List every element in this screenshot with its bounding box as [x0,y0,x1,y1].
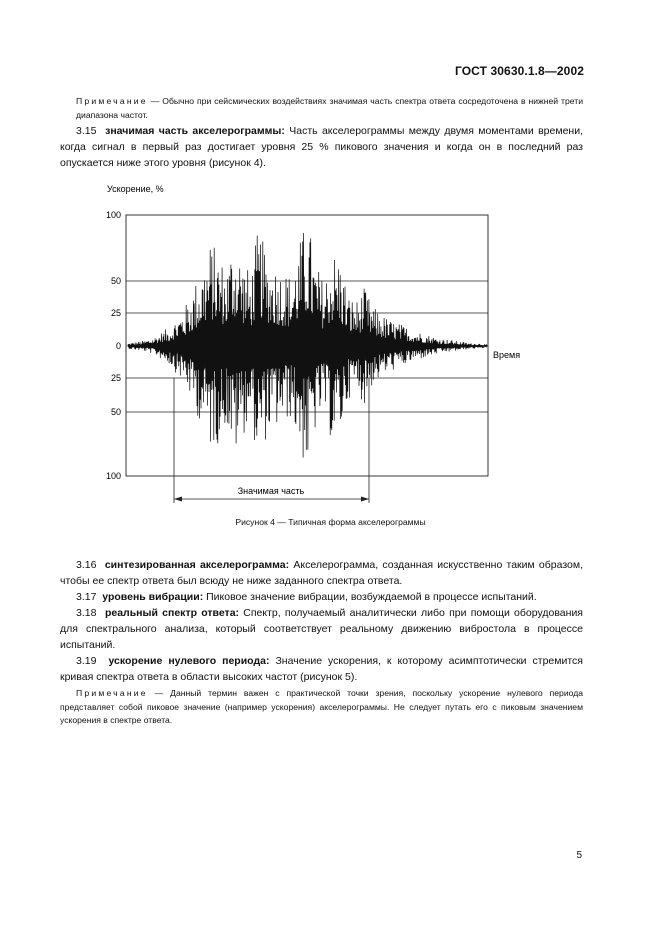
definition-text: Акселерограмма, созданная искусственно таким образом, чтобы ее спектр ответа был всюду не ниже заданного спектра ответа. [60,559,583,587]
x-axis-label: Время [493,350,521,360]
definition-term: синтезированная акселерограмма: [104,559,290,571]
y-tick-label: 25 [110,308,121,318]
definition-3-19 [60,653,583,685]
accelerogram-trace [128,233,487,457]
y-tick-label: 50 [110,407,121,417]
definition-3-18 [60,605,583,653]
arrowhead-right-icon [361,497,369,502]
definition-number: 3.18 [76,607,97,619]
definition-number: 3.17 [76,591,97,603]
definition-text: Пиковое значение вибрации, возбуждаемой в процессе испытаний. [206,591,537,603]
y-axis-label: Ускорение, % [107,184,164,194]
y-tick-label: 100 [105,210,121,220]
y-tick-labels [106,210,121,481]
figure-caption: Рисунок 4 — Типичная форма акселерограммы [235,517,426,527]
definition-3-17 [60,589,583,605]
note-dash: — [147,96,163,106]
note-text: Обычно при сейсмических воздействиях значимая часть спектра ответа сосредоточена в нижней трети диапазона частот. [76,96,583,120]
definition-number: 3.19 [76,655,97,667]
note-dash: — [147,688,171,698]
y-tick-label: 100 [105,471,121,481]
document-header: ГОСТ 30630.1.8—2002 [455,64,584,78]
y-tick-label: 0 [115,341,121,351]
definition-text: Часть акселерограммы между двумя моментами времени, когда сигнал в первый раз достигает уровня 25 % пикового значения и когда он в последний раз опускается ниже этого уровня (рисунок 4). [60,125,583,169]
note-paragraph-1 [76,95,583,122]
y-tick-label: 25 [110,373,121,383]
y-tick-label: 50 [110,276,121,286]
note-label: Примечание [76,96,148,106]
note-paragraph-2 [60,687,583,728]
definition-text: Спектр, получаемый аналитически либо при помощи оборудования для спектрального анализа, который соответствует реальному движению вибростола в процессе испытаний. [60,607,583,651]
definition-term: уровень вибрации: [102,591,204,603]
definition-term: значимая часть акселерограммы: [105,125,285,137]
note-label: Примечание [76,688,148,698]
definition-3-15 [60,123,583,171]
definition-number: 3.15 [76,125,97,137]
definition-term: ускорение нулевого периода: [108,655,270,667]
significant-part-label: Значимая часть [237,486,305,496]
page-number: 5 [576,850,582,861]
definition-3-16 [60,557,583,589]
arrowhead-left-icon [174,497,182,502]
definition-text: Значение ускорения, к которому асимптотически стремится кривая спектра ответа в области высоких частот (рисунок 5). [60,655,583,683]
definition-term: реальный спектр ответа: [104,607,240,619]
note-text: Данный термин важен с практической точки зрения, поскольку ускорение нулевого периода представляет собой пиковое значение (например ускорения) акселерограммы. Не следует путать его с пиковым значением ускорения в спектре ответа. [60,688,584,725]
definition-number: 3.16 [76,559,97,571]
accelerogram-figure [0,180,661,530]
